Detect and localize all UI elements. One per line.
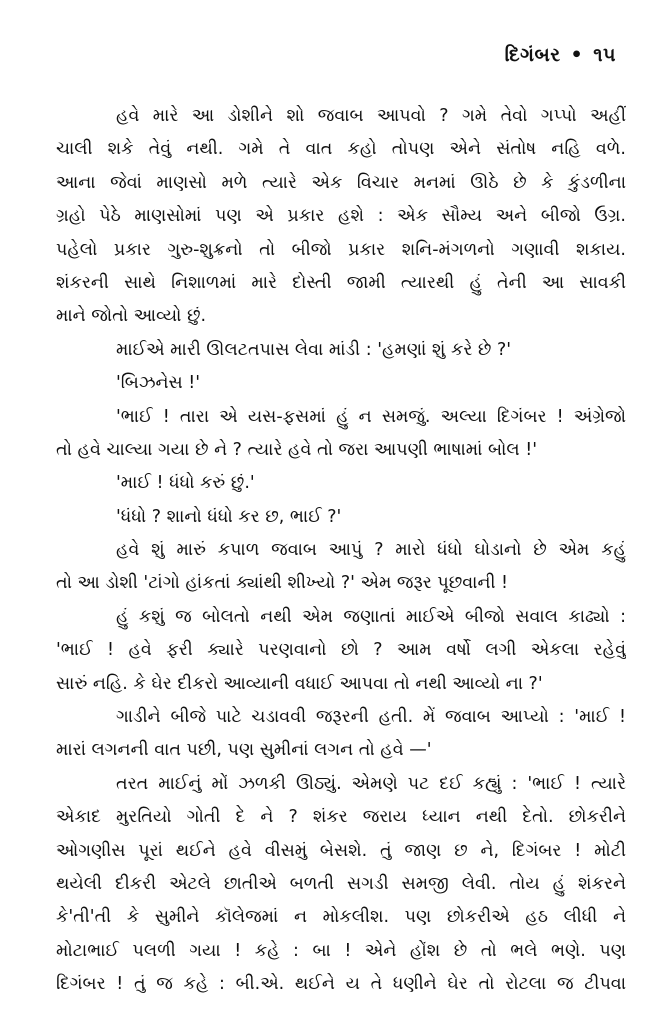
text-line: આના જેવાં માણસો મળે ત્યારે એક વિચાર મનમાં ઊઠે છે કે કુંડળીના	[56, 172, 626, 193]
text-line: 'ભાઈ ! હવે ફરી ક્યારે પરણવાનો છો ? આમ વર્ષો લગી એકલા રહેવું	[56, 640, 626, 661]
text-line: ગ્રહો પેઠે માણસોમાં પણ એ પ્રકાર હશે : એક સૌમ્ય અને બીજો ઉગ્ર.	[56, 206, 626, 227]
text-line: હું કશું જ બોલતો નથી એમ જણાતાં માઈએ બીજો સવાલ કાઢ્યો :	[116, 606, 626, 627]
text-line: શંકરની સાથે નિશાળમાં મારે દોસ્તી જામી ત્યારથી હું તેની આ સાવકી	[56, 272, 626, 293]
text-line: મારાં લગનની વાત પછી, પણ સુમીનાં લગન તો હવે —'	[56, 740, 432, 761]
text-line: કે'તી'તી કે સુમીને કૉલેજમાં ન મોકલીશ. પણ છોકરીએ હઠ લીધી ને	[56, 907, 626, 928]
text-line: સારું નહિ. કે ઘેર દીકરો આવ્યાની વધાઈ આપવા તો નથી આવ્યો ના ?'	[56, 673, 543, 694]
text-line: તો હવે ચાલ્યા ગયા છે ને ? ત્યારે હવે તો જરા આપણી ભાષામાં બોલ !'	[56, 439, 538, 460]
text-line: 'બિઝનેસ !'	[116, 373, 201, 394]
text-line: ચાલી શકે તેવું નથી. ગમે તે વાત કહો તોપણ એને સંતોષ નહિ વળે.	[56, 139, 626, 160]
header-separator: •	[570, 44, 584, 66]
text-line: માને જોતો આવ્યો છું.	[56, 306, 207, 327]
running-header	[505, 44, 616, 66]
text-line: ગાડીને બીજે પાટે ચડાવવી જરૂરની હતી. મેં જવાબ આપ્યો : 'માઈ !	[116, 707, 626, 728]
text-line: મોટાભાઈ પલળી ગયા ! કહે : બા ! એને હોંશ છે તો ભલે ભણે. પણ	[56, 940, 626, 961]
page-number: ૧૫	[593, 44, 616, 66]
text-line: 'માઈ ! ધંધો કરું છું.'	[116, 473, 255, 494]
text-line: થયેલી દીકરી એટલે છાતીએ બળતી સગડી સમજી લેવી. તોય હું શંકરને	[56, 873, 626, 894]
text-line: હવે મારે આ ડોશીને શો જવાબ આપવો ? ગમે તેવો ગપ્પો અહીં	[116, 106, 626, 126]
text-line: 'ભાઈ ! તારા એ યસ-ફસમાં હું ન સમજું. અલ્યા દિગંબર ! અંગ્રેજો	[116, 406, 626, 427]
text-line: પહેલો પ્રકાર ગુરુ-શુક્રનો તો બીજો પ્રકાર શનિ-મંગળનો ગણાવી શકાય.	[56, 239, 626, 260]
text-line: માઈએ મારી ઊલટતપાસ લેવા માંડી : 'હમણાં શું કરે છે ?'	[116, 339, 512, 360]
text-line: તરત માઈનું મોં ઝળકી ઊઠ્યું. એમણે પટ દઈ કહ્યું : 'ભાઈ ! ત્યારે	[116, 773, 626, 794]
text-line: હવે શું મારું કપાળ જવાબ આપું ? મારો ધંધો ઘોડાનો છે એમ કહું	[116, 540, 626, 561]
text-line: એકાદ મુરતિયો ગોતી દે ને ? શંકર જરાય ધ્યાન નથી દેતો. છોકરીને	[56, 807, 626, 828]
text-line: તો આ ડોશી 'ટાંગો હાંકતાં ક્યાંથી શીખ્યો ?' એમ જરૂર પૂછવાની !	[56, 573, 509, 594]
text-line: ઓગણીસ પૂરાં થઈને હવે વીસમું બેસશે. તું જાણ છ ને, દિગંબર ! મોટી	[56, 840, 626, 861]
text-line: દિગંબર ! તું જ કહે : બી.એ. થઈને ય તે ધણીને ઘેર તો રોટલા જ ટીપવા	[56, 974, 626, 995]
text-line: 'ધંધો ? શાનો ધંધો કર છ, ભાઈ ?'	[116, 506, 342, 527]
chapter-title: દિગંબર	[504, 44, 561, 66]
body-text	[56, 100, 626, 1002]
